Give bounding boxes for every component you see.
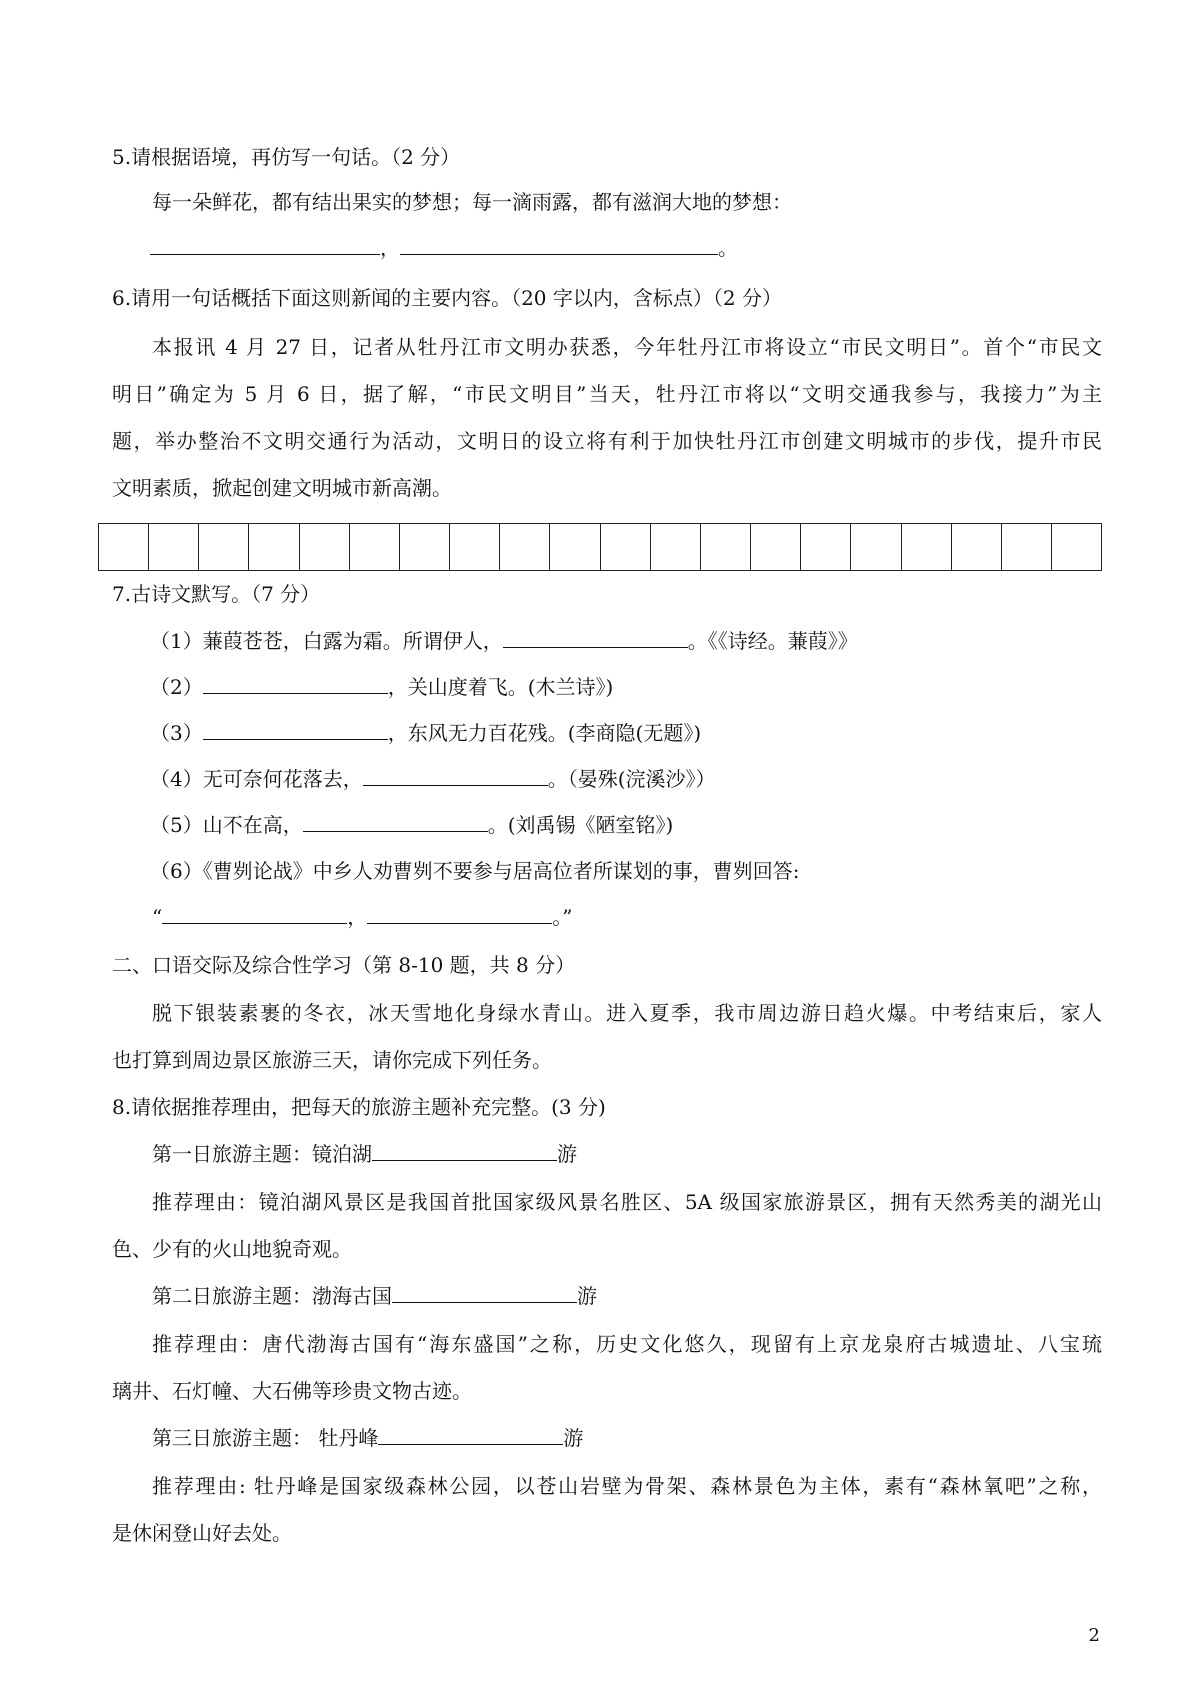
q6-answer-cell[interactable] [651,524,701,570]
q8-day-1-blank[interactable] [372,1140,557,1161]
q6-answer-cell[interactable] [149,524,199,570]
q7-item-2 [150,673,613,701]
q7-item-5-pre: （5）山不在高， [150,813,303,837]
q7-item-6-close: 。” [552,905,573,929]
q8-day-2-suffix: 游 [577,1284,597,1308]
q6-answer-cell[interactable] [500,524,550,570]
section2-intro-line-2: 也打算到周边景区旅游三天，请你完成下列任务。 [112,1048,552,1072]
q6-answer-grid[interactable] [98,523,1102,571]
q5-blank-1[interactable] [150,234,380,255]
q6-news-line-4: 文明素质，掀起创建文明城市新高潮。 [112,476,452,500]
q7-item-3 [150,719,701,747]
q7-item-4-post: 。（晏殊(浣溪沙》） [547,767,716,791]
q8-day-2-theme-text: 第二日旅游主题：渤海古国 [152,1284,392,1308]
q6-answer-cell[interactable] [601,524,651,570]
q7-item-5-blank[interactable] [303,811,488,832]
q6-answer-cell[interactable] [450,524,500,570]
section2-intro-line-1: 脱下银装素裹的冬衣，冰天雪地化身绿水青山。进入夏季，我市周边游日趋火爆。中考结束后，家人 [152,1001,1102,1025]
q7-item-6-answer [152,903,572,931]
q7-item-6-comma: ， [347,905,368,929]
q8-day-2-reason-line-2: 璃井、石灯幢、大石佛等珍贵文物古迹。 [112,1379,472,1403]
q6-answer-cell[interactable] [801,524,851,570]
page-number: 2 [1088,1625,1100,1646]
q7-item-4 [150,765,716,793]
q5-comma: ， [380,236,400,260]
q7-item-1-pre: （1）蒹葭苍苍，白露为霜。所谓伊人， [150,629,503,653]
q7-item-2-blank[interactable] [203,673,388,694]
q8-day-3-blank[interactable] [378,1424,563,1445]
q6-title: 6.请用一句话概括下面这则新闻的主要内容。（20 字以内，含标点）（2 分） [112,286,782,310]
q6-answer-cell[interactable] [350,524,400,570]
q8-day-2-blank[interactable] [392,1282,577,1303]
q7-item-6-blank-1[interactable] [162,903,347,924]
q5-answer-line [150,234,738,262]
q8-day-3-reason-line-1: 推荐理由: 牡丹峰是国家级森林公园，以苍山岩壁为骨架、森林景色为主体，素有“森林氧吧”之称， [152,1474,1102,1498]
q7-item-5-post: 。(刘禹锡《陋室铭》) [487,813,674,837]
q8-day-3-reason-line-2: 是休闲登山好去处。 [112,1521,292,1545]
q6-answer-cell[interactable] [902,524,952,570]
q5-title: 5.请根据语境，再仿写一句话。（2 分） [112,145,461,169]
q6-answer-cell[interactable] [701,524,751,570]
q7-item-2-pre: （2） [150,675,203,699]
q8-title: 8.请依据推荐理由，把每天的旅游主题补充完整。(3 分) [112,1095,606,1119]
q6-news-line-3: 题，举办整治不文明交通行为活动，文明日的设立将有利于加快牡丹江市创建文明城市的步伐，提升市民 [112,429,1102,453]
q6-answer-cell[interactable] [400,524,450,570]
section2-title: 二、口语交际及综合性学习（第 8-10 题，共 8 分） [112,953,576,977]
q6-answer-cell[interactable] [99,524,149,570]
q8-day-3-theme [152,1424,583,1452]
q6-answer-cell[interactable] [751,524,801,570]
q8-day-1-reason-line-1: 推荐理由：镜泊湖风景区是我国首批国家级风景名胜区、5A 级国家旅游景区，拥有天然秀美的湖光山 [152,1190,1102,1214]
q8-day-1-theme [152,1140,577,1168]
q6-news-line-1: 本报讯 4 月 27 日，记者从牡丹江市文明办获悉，今年牡丹江市将设立“市民文明日”。首个“市民文 [152,335,1102,359]
q5-end: 。 [718,236,738,260]
q5-prompt: 每一朵鲜花，都有结出果实的梦想；每一滴雨露，都有滋润大地的梦想： [152,190,792,214]
q6-answer-cell[interactable] [249,524,299,570]
q6-answer-cell[interactable] [1052,524,1101,570]
q5-blank-2[interactable] [400,234,718,255]
q6-answer-cell[interactable] [851,524,901,570]
q7-item-6-blank-2[interactable] [367,903,552,924]
q6-answer-cell[interactable] [550,524,600,570]
q7-item-2-post: ，关山度着飞。(木兰诗》) [387,675,614,699]
q6-answer-cell[interactable] [1002,524,1052,570]
q6-answer-cell[interactable] [300,524,350,570]
q8-day-1-suffix: 游 [557,1142,577,1166]
q7-item-3-post: ，东风无力百花残。(李商隐(无题》) [387,721,702,745]
q7-item-5 [150,811,673,839]
q7-item-4-pre: （4）无可奈何花落去， [150,767,363,791]
q8-day-1-theme-text: 第一日旅游主题：镜泊湖 [152,1142,372,1166]
q8-day-2-reason-line-1: 推荐理由：唐代渤海古国有“海东盛国”之称，历史文化悠久，现留有上京龙泉府古城遗址、八宝琉 [152,1332,1102,1356]
q7-item-6: （6）《曹刿论战》中乡人劝曹刿不要参与居高位者所谋划的事，曹刿回答: [150,859,800,883]
q6-news-line-2: 明日”确定为 5 月 6 日，据了解，“市民文明目”当天，牡丹江市将以“文明交通我参与，我接力”为主 [112,382,1102,406]
q8-day-3-suffix: 游 [563,1426,584,1450]
q8-day-1-reason-line-2: 色、少有的火山地貌奇观。 [112,1237,352,1261]
q7-item-1 [150,627,858,655]
q7-item-3-blank[interactable] [203,719,388,740]
q7-title: 7.古诗文默写。（7 分） [112,582,321,606]
q7-item-6-open-quote: “ [152,905,163,929]
q7-item-3-pre: （3） [150,721,203,745]
q7-item-1-post: 。《《诗经。蒹葭》》 [687,629,858,653]
q8-day-3-theme-text: 第三日旅游主题： 牡丹峰 [152,1426,379,1450]
q6-answer-cell[interactable] [199,524,249,570]
q7-item-1-blank[interactable] [503,627,688,648]
q8-day-2-theme [152,1282,597,1310]
q6-answer-cell[interactable] [952,524,1002,570]
q7-item-4-blank[interactable] [363,765,548,786]
